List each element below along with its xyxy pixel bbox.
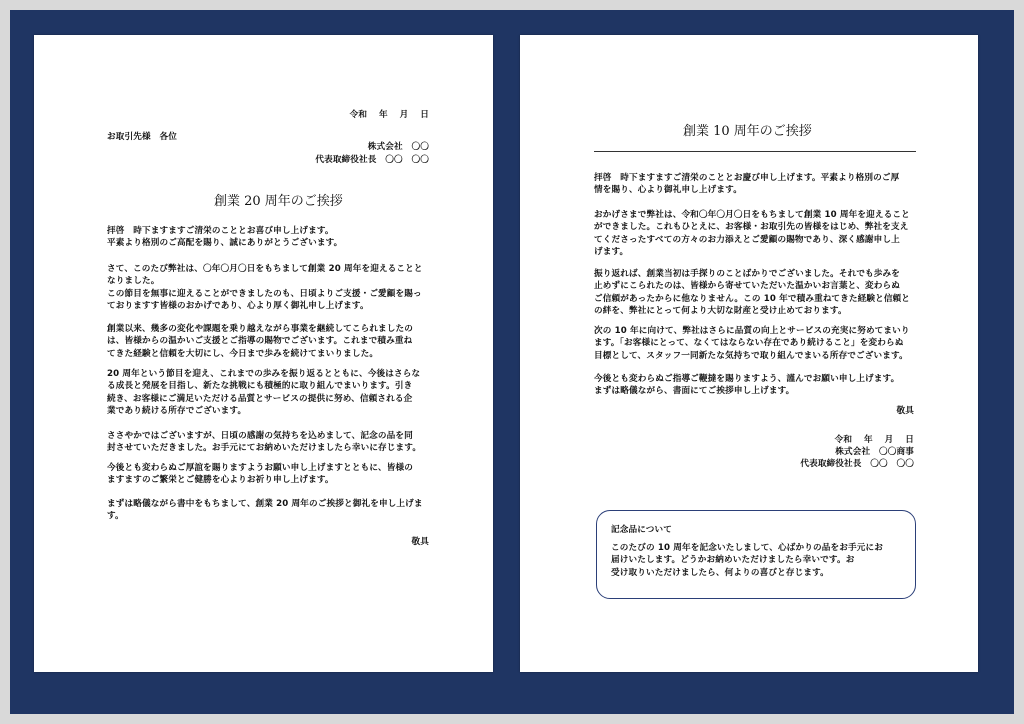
closing-keigu: 敬具 [411,537,429,547]
paragraph-closing [594,373,899,398]
paragraph-reflection [594,268,910,318]
text-line: る成長と発展を目指し、新たな挑戦にも積極的に取り組んでまいります。引き [107,381,413,392]
text-line: す。 [107,511,124,522]
memo-title: 記念品について [611,525,673,535]
text-line: 目標として、スタッフ一同新たな気持ちで取り組んでまいる所存でございます。 [594,350,908,361]
text-line: なりました。 [107,276,160,287]
text-line: の絆を、弊社にとって何より大切な財産と受け止めております。 [594,306,847,317]
letter-title: 創業 20 周年のご挨拶 [214,194,343,209]
paragraph-announcement [107,263,423,313]
sender-president: 代表取締役社長 〇〇 〇〇 [315,155,429,165]
memo-box [596,510,916,599]
text-line: 情を賜り、心より御礼申し上げます。 [594,185,742,196]
text-line: 今後とも変わらぬご指導ご鞭撻を賜りますよう、謹んでお願い申し上げます。 [594,374,900,384]
paragraph-gift [107,430,421,455]
text-line: ますますのご繁栄とご健勝を心よりお祈り申し上げます。 [107,475,334,486]
memo-text [611,542,883,579]
text-line: さて、このたび弊社は、〇年〇月〇日をもちまして創業 20 周年を迎えることと [107,264,423,274]
text-line: 平素より格別のご高配を賜り、誠にありがとうございます。 [107,238,343,249]
sender-company: 株式会社 〇〇商事 [835,447,914,457]
text-line: 続き、お客様にご満足いただける品質とサービスの提供に努め、信頼される企 [107,393,413,404]
text-line: 止めずにこられたのは、皆様から寄せていただいた温かいお言葉と、変わらぬ [594,281,901,292]
text-line: は、皆様からの温かいご支援とご指導の賜物でございます。これまで積み重ね [107,336,413,347]
text-line: 拝啓 時下ますますご清栄のこととお慶び申し上げます。平素より格別のご厚 [594,173,900,183]
title-underline [594,151,916,152]
closing-keigu: 敬具 [896,406,914,416]
text-line: ておりますす皆様のおかげであり、心より厚く御礼申し上げます。 [107,301,369,312]
text-line: てきた経験と信頼を大切にし、今日まで歩みを続けてまいりました。 [107,348,379,359]
text-line: まずは略儀ながら、書面にてご挨拶申し上げます。 [594,386,795,397]
text-line: 20 周年という節目を迎え、これまでの歩みを振り返るとともに、今後はさらな [107,369,421,379]
text-line: てくださったすべての方々のお力添えとご愛顧の賜物であり、深く感謝申し上 [594,234,900,245]
text-line: まずは略儀ながら書中をもちまして、創業 20 周年のご挨拶と御礼を申し上げま [107,499,423,509]
text-line: 次の 10 年に向けて、弊社はさらに品質の向上とサービスの充実に努めてまいり [594,326,910,336]
text-line: 届けいたします。どうかお納めいただけましたら幸いです。お [611,555,855,566]
text-line: ご信頼があったからに他なりません。この 10 年で積み重ねてきた経験と信頼と [594,293,911,304]
paragraph-wishes [107,462,413,487]
paragraph-future [594,325,910,362]
paragraph-greeting [107,225,342,250]
text-line: 振り返れば、創業当初は手探りのことばかりでございました。それでも歩みを [594,269,901,279]
text-line: 封させていただきました。お手元にてお納めいただけましたら幸いに存じます。 [107,443,422,454]
letter-title: 創業 10 周年のご挨拶 [683,124,812,139]
text-line: げます。 [594,247,629,258]
paragraph-future [107,368,420,418]
date-line: 令和 年 月 日 [349,110,429,120]
text-line: 業であり続ける所存でございます。 [107,406,247,417]
paragraph-greeting [594,172,899,197]
letter-page-20th-anniversary [34,35,493,672]
text-line: ができました。これもひとえに、お客様・お取引先の皆様をはじめ、弊社を支え [594,222,909,233]
letter-page-10th-anniversary [520,35,978,672]
date-line: 令和 年 月 日 [834,435,914,445]
text-line: 拝啓 時下ますますご清栄のこととお喜び申し上げます。 [107,226,334,236]
sender-company: 株式会社 〇〇 [367,142,429,152]
addressee: お取引先様 各位 [107,132,177,142]
paragraph-history [107,323,413,360]
text-line: ます。「お客様にとって、なくてはならない存在であり続けること」を変わらぬ [594,338,904,349]
text-line: おかげさまで弊社は、令和〇年〇月〇日をもちまして創業 10 周年を迎えること [594,210,910,220]
paragraph-closing [107,498,423,523]
text-line: 受け取りいただけましたら、何よりの喜びと存じます。 [611,567,829,578]
paragraph-thanks [594,209,910,259]
text-line: 創業以来、幾多の変化や課題を乗り越えながら事業を継続してこられましたの [107,324,414,334]
text-line: 今後とも変わらぬご厚誼を賜りますようお願い申し上げますとともに、皆様の [107,463,414,473]
text-line: ささやかではございますが、日頃の感謝の気持ちを込めまして、記念の品を同 [107,431,413,441]
text-line: この節目を無事に迎えることができましたのも、日頃よりご支援・ご愛顧を賜っ [107,288,422,299]
sender-president: 代表取締役社長 〇〇 〇〇 [800,459,914,469]
text-line: このたびの 10 周年を記念いたしまして、心ばかりの品をお手元にお [611,543,883,553]
